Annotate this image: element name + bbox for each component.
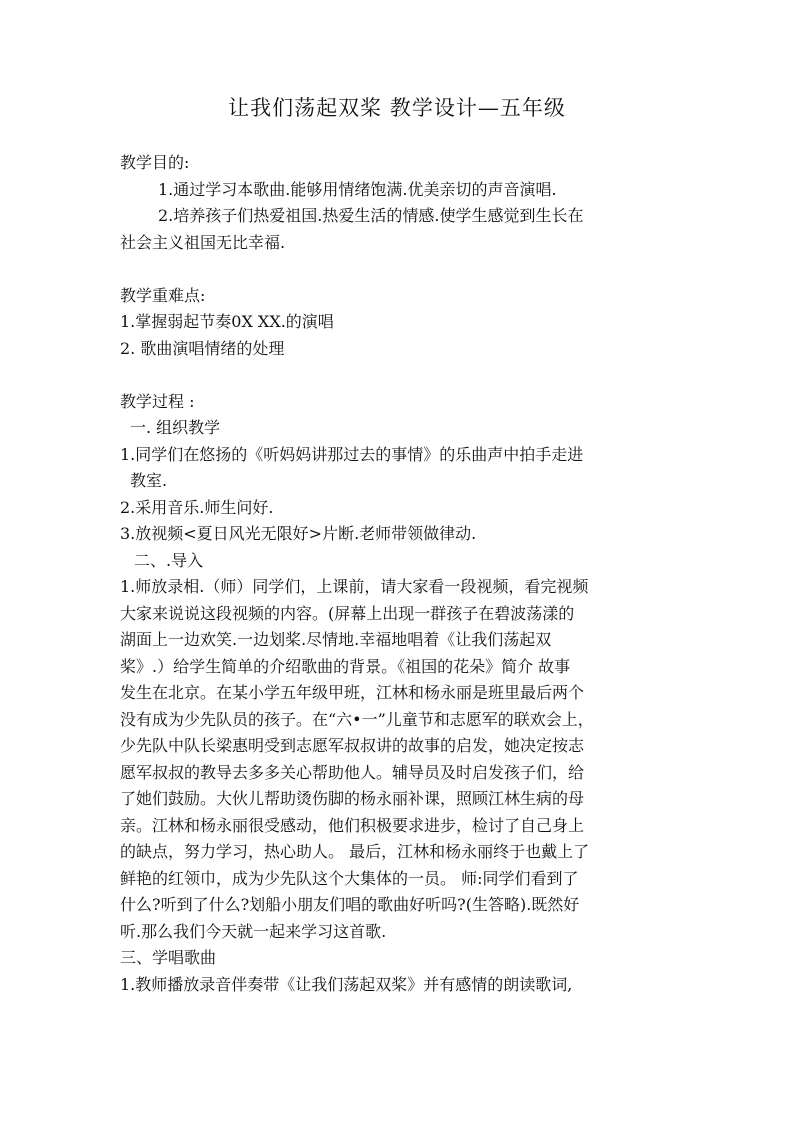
process-heading: 教学过程 : — [120, 391, 195, 411]
section-2-paragraph — [120, 574, 680, 945]
paragraph-line: 亲。江林和杨永丽很受感动，他们积极要求进步，检讨了自己身上 — [120, 815, 585, 835]
section-2-heading: 二、.导入 — [134, 550, 204, 570]
spacer — [120, 362, 680, 389]
paragraph-line: 没有成为少先队员的孩子。在“六•一”儿童节和志愿军的联欢会上， — [120, 709, 594, 729]
section-3-item-1: 1.教师播放录音伴奏带《让我们荡起双桨》并有感情的朗读歌词, — [120, 974, 573, 994]
keypoint-item-1: 1.掌握弱起节奏0X XX.的演唱 — [120, 312, 334, 331]
paragraph-line: 1.师放录相.（师）同学们，上课前，请大家看一段视频，看完视频 — [120, 577, 589, 596]
goal-item-1: 1.通过学习本歌曲.能够用情绪饱满.优美亲切的声音演唱. — [158, 179, 557, 199]
paragraph-line: 愿军叔叔的教导去多多关心帮助他人。辅导员及时启发孩子们，给 — [120, 762, 585, 782]
paragraph-line: 发生在北京。在某小学五年级甲班，江林和杨永丽是班里最后两个 — [120, 683, 585, 702]
goals-heading: 教学目的: — [120, 153, 190, 172]
document-body — [120, 150, 680, 998]
section-1-item-2: 2.采用音乐.师生问好. — [120, 497, 274, 517]
section-1-item-1-line-2: 教室. — [130, 471, 168, 490]
document-title: 让我们荡起双桨 教学设计—五年级 — [228, 96, 566, 120]
goal-item-2-line-2: 社会主义祖国无比幸福. — [120, 232, 286, 252]
section-1-item-1-line-1: 1.同学们在悠扬的《听妈妈讲那过去的事情》的乐曲声中拍手走进 — [120, 444, 584, 464]
section-3-heading: 三、学唱歌曲 — [120, 948, 217, 967]
section-1-heading: 一. 组织教学 — [130, 418, 221, 437]
paragraph-line: 桨》.）给学生简单的介绍歌曲的背景。《祖国的花朵》简介 故事 — [120, 656, 571, 676]
paragraph-line: 什么?听到了什么?划船小朋友们唱的歌曲好听吗?(生答略).既然好 — [120, 895, 580, 914]
paragraph-line: 了她们鼓励。大伙儿帮助烫伤脚的杨永丽补课，照顾江林生病的母 — [120, 789, 585, 808]
keypoints-heading: 教学重难点: — [120, 285, 206, 305]
paragraph-line: 鲜艳的红领巾，成为少先队这个大集体的一员。 师:同学们看到了 — [120, 868, 579, 888]
spacer — [120, 256, 680, 283]
paragraph-line: 听.那么我们今天就一起来学习这首歌. — [120, 921, 387, 941]
paragraph-line: 的缺点，努力学习，热心助人。 最后，江林和杨永丽终于也戴上了 — [120, 842, 590, 861]
section-1-item-3: 3.放视频<夏日风光无限好>片断.老师带领做律动. — [120, 524, 477, 543]
paragraph-line: 湖面上一边欢笑.一边划桨.尽情地.幸福地唱着《让我们荡起双 — [120, 630, 552, 649]
paragraph-line: 少先队中队长梁惠明受到志愿军叔叔讲的故事的启发，她决定按志 — [120, 736, 585, 755]
paragraph-line: 大家来说说这段视频的内容。(屏幕上出现一群孩子在碧波荡漾的 — [120, 603, 575, 623]
goal-item-2-line-1: 2.培养孩子们热爱祖国.热爱生活的情感.使学生感觉到生长在 — [158, 206, 584, 225]
keypoint-item-2: 2. 歌曲演唱情绪的处理 — [120, 338, 285, 358]
